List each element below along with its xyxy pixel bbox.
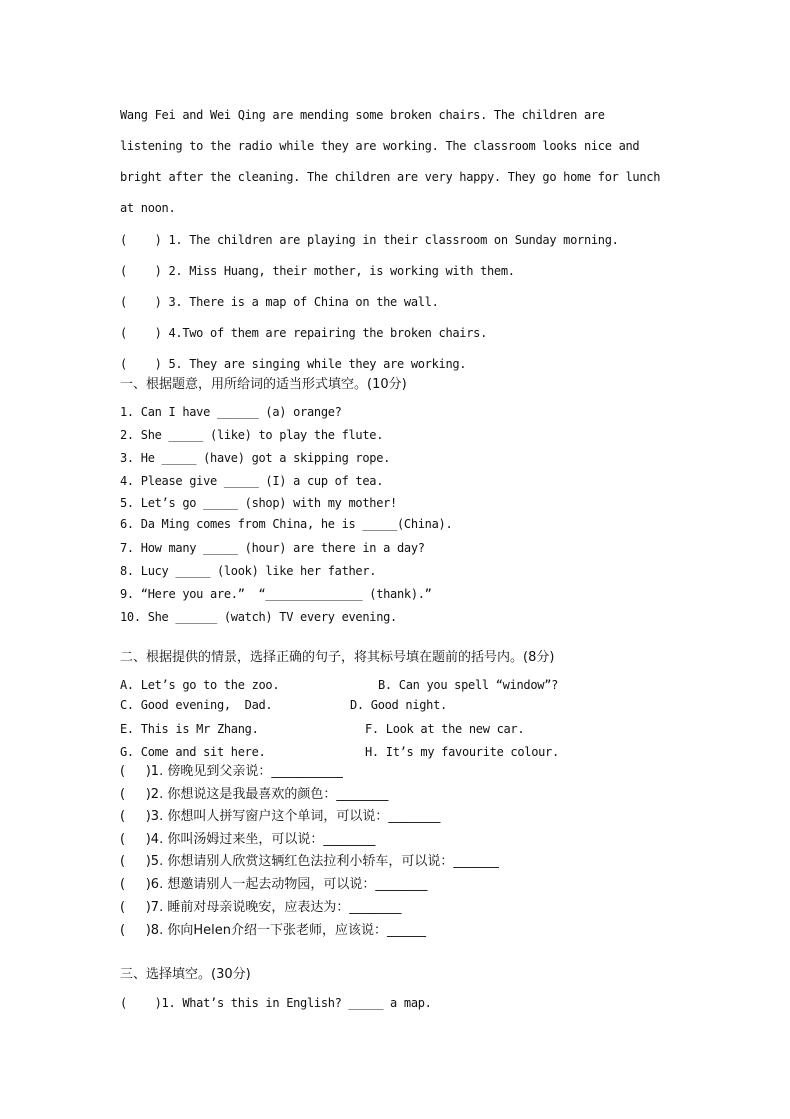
situation-item: ( )7. 睡前对母亲说晚安，应表达为：________ xyxy=(120,900,402,915)
fill-blank-item: 1. Can I have ______ (a) orange? xyxy=(120,405,342,419)
fill-blank-item: 5. Let’s go _____ (shop) with my mother! xyxy=(120,496,397,510)
fill-blank-item: 9. “Here you are.” “______________ (thank).” xyxy=(120,587,432,601)
choice-item: ( )1. What’s this in English? _____ a map. xyxy=(120,996,432,1010)
fill-blank-item: 10. She ______ (watch) TV every evening. xyxy=(120,610,397,624)
situation-item: ( )2. 你想说这是我最喜欢的颜色：________ xyxy=(120,787,389,802)
option-row xyxy=(120,721,524,737)
judge-question: ( ) 3. There is a map of China on the wall. xyxy=(120,295,439,309)
option-c: C. Good evening, Dad. xyxy=(120,698,273,712)
option-g: G. Come and sit here. xyxy=(120,745,266,759)
section1-title: 一、根据题意，用所给词的适当形式填空。(10分) xyxy=(120,377,407,392)
fill-blank-item: 8. Lucy _____ (look) like her father. xyxy=(120,564,377,578)
option-row xyxy=(120,744,559,760)
judge-question: ( ) 5. They are singing while they are working. xyxy=(120,357,467,371)
section2-title: 二、根据提供的情景，选择正确的句子，将其标号填在题前的括号内。(8分) xyxy=(120,650,555,665)
fill-blank-item: 7. How many _____ (hour) are there in a day? xyxy=(120,541,425,555)
fill-blank-item: 6. Da Ming comes from China, he is _____(China). xyxy=(120,517,453,531)
judge-question: ( ) 1. The children are playing in their classroom on Sunday morning. xyxy=(120,233,619,247)
passage-line: Wang Fei and Wei Qing are mending some broken chairs. The children are xyxy=(120,108,605,122)
fill-blank-item: 4. Please give _____ (I) a cup of tea. xyxy=(120,474,384,488)
judge-question: ( ) 4.Two of them are repairing the broken chairs. xyxy=(120,326,488,340)
option-f: F. Look at the new car. xyxy=(365,722,525,736)
option-row xyxy=(120,677,558,693)
situation-item: ( )5. 你想请别人欣赏这辆红色法拉利小轿车，可以说：_______ xyxy=(120,854,499,869)
situation-item: ( )3. 你想叫人拼写窗户这个单词，可以说：________ xyxy=(120,809,441,824)
judge-question: ( ) 2. Miss Huang, their mother, is working with them. xyxy=(120,264,515,278)
option-row xyxy=(120,697,447,713)
situation-item: ( )4. 你叫汤姆过来坐，可以说：________ xyxy=(120,832,376,847)
passage-line: at noon. xyxy=(120,201,176,215)
fill-blank-item: 3. He _____ (have) got a skipping rope. xyxy=(120,451,391,465)
passage-line: listening to the radio while they are working. The classroom looks nice and xyxy=(120,139,640,153)
section3-title: 三、选择填空。(30分) xyxy=(120,967,251,982)
situation-item: ( )6. 想邀请别人一起去动物园，可以说：________ xyxy=(120,877,428,892)
option-b: B. Can you spell “window”? xyxy=(378,678,559,692)
situation-item: ( )8. 你向Helen介绍一下张老师，应该说：______ xyxy=(120,923,426,938)
situation-item: ( )1. 傍晚见到父亲说：___________ xyxy=(120,764,343,779)
fill-blank-item: 2. She _____ (like) to play the flute. xyxy=(120,428,384,442)
passage-line: bright after the cleaning. The children are very happy. They go home for lunch xyxy=(120,170,661,184)
option-h: H. It’s my favourite colour. xyxy=(365,745,559,759)
option-d: D. Good night. xyxy=(350,698,447,712)
option-a: A. Let’s go to the zoo. xyxy=(120,678,280,692)
option-e: E. This is Mr Zhang. xyxy=(120,722,259,736)
